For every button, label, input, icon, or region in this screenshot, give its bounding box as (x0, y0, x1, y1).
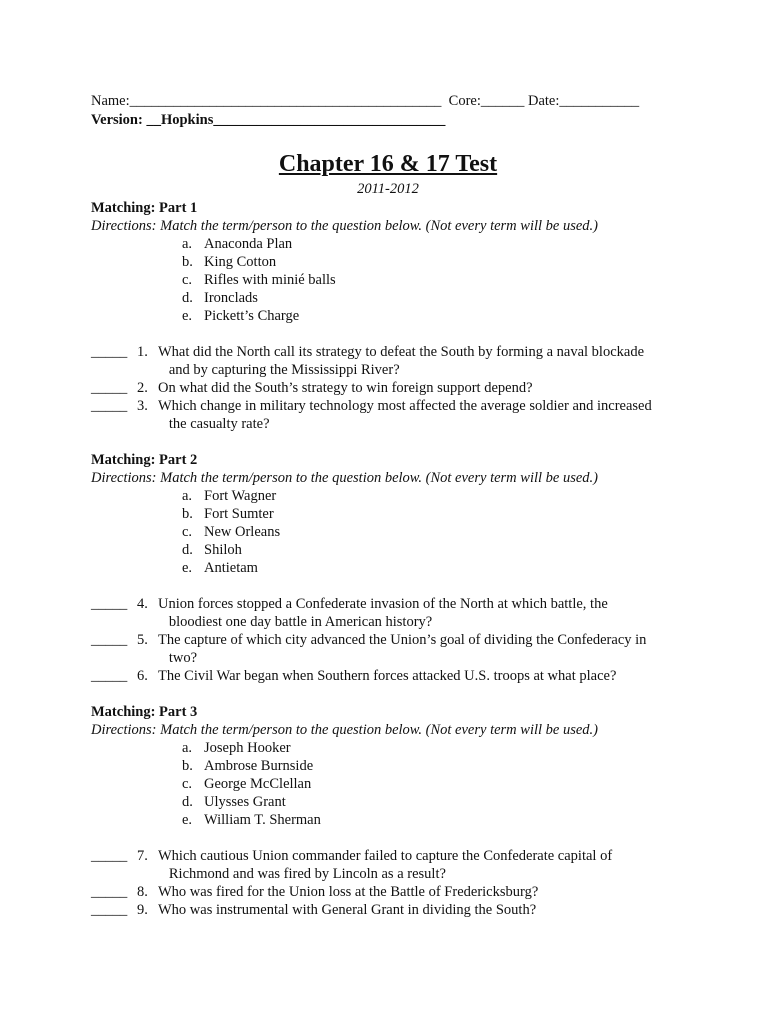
section-title: Matching: Part 1 (91, 200, 198, 216)
choice-text: Fort Wagner (204, 488, 277, 504)
version-line: Version: __Hopkins________________________________ (91, 112, 446, 128)
choice-letter: b. (182, 506, 193, 522)
choice-letter: a. (182, 740, 193, 756)
section-directions: Directions: Match the term/person to the question below. (Not every term will be used.) (91, 722, 598, 738)
answer-blank[interactable]: _____ (91, 398, 128, 414)
question-text: What did the North call its strategy to defeat the South by forming a naval blockade and by capturing the Mississippi River? (158, 344, 645, 378)
choice-item (182, 541, 691, 559)
question-number: 8. (137, 884, 148, 900)
question-number: 2. (137, 380, 148, 396)
choice-text: Antietam (204, 560, 258, 576)
choice-item (182, 757, 691, 775)
question-list (91, 847, 691, 919)
choice-text: Rifles with minié balls (204, 272, 336, 288)
choice-item (182, 739, 691, 757)
page-title: Chapter 16 & 17 Test (278, 151, 498, 177)
choice-text: King Cotton (204, 254, 277, 270)
answer-blank[interactable]: _____ (91, 668, 128, 684)
choice-item (182, 487, 691, 505)
choice-letter: e. (182, 308, 193, 324)
question-text: Who was instrumental with General Grant in dividing the South? (158, 902, 537, 918)
choice-item (182, 775, 691, 793)
choice-text: George McClellan (204, 776, 312, 792)
answer-blank[interactable]: _____ (91, 344, 128, 360)
answer-blank[interactable]: _____ (91, 884, 128, 900)
choice-letter: c. (182, 272, 193, 288)
question-number: 9. (137, 902, 148, 918)
choice-text: Ulysses Grant (204, 794, 286, 810)
question-text: Which cautious Union commander failed to capture the Confederate capital of Richmond and was fired by Lincoln as a result? (158, 848, 613, 882)
matching-section (91, 451, 691, 685)
question-item (91, 595, 691, 631)
choice-item (182, 811, 691, 829)
choice-letter: b. (182, 758, 193, 774)
choice-text: Fort Sumter (204, 506, 274, 522)
choice-item (182, 559, 691, 577)
question-text: Who was fired for the Union loss at the Battle of Fredericksburg? (158, 884, 539, 900)
answer-blank[interactable]: _____ (91, 848, 128, 864)
answer-blank[interactable]: _____ (91, 902, 128, 918)
question-item (91, 901, 691, 919)
choice-letter: e. (182, 812, 193, 828)
choice-list (91, 487, 691, 577)
choice-letter: d. (182, 794, 193, 810)
choice-letter: d. (182, 290, 193, 306)
choice-letter: c. (182, 776, 193, 792)
choice-text: Shiloh (204, 542, 242, 558)
choice-letter: d. (182, 542, 193, 558)
question-text: Union forces stopped a Confederate invasion of the North at which battle, the bloodiest one day battle in American history? (158, 596, 608, 630)
choice-item (182, 793, 691, 811)
question-number: 3. (137, 398, 148, 414)
choice-item (182, 253, 691, 271)
choice-item (182, 307, 691, 325)
school-year: 2011-2012 (357, 181, 419, 197)
choice-letter: c. (182, 524, 193, 540)
choice-item (182, 523, 691, 541)
question-item (91, 631, 691, 667)
choice-text: Anaconda Plan (204, 236, 293, 252)
question-number: 4. (137, 596, 148, 612)
matching-section (91, 199, 691, 433)
choice-letter: a. (182, 236, 193, 252)
question-item (91, 883, 691, 901)
question-number: 1. (137, 344, 148, 360)
choice-item (182, 235, 691, 253)
choice-text: New Orleans (204, 524, 281, 540)
test-page (91, 92, 691, 919)
choice-item (182, 505, 691, 523)
question-item (91, 397, 691, 433)
question-text: Which change in military technology most affected the average soldier and increased the casualty rate? (158, 398, 652, 432)
question-text: On what did the South’s strategy to win foreign support depend? (158, 380, 533, 396)
matching-section (91, 703, 691, 919)
answer-blank[interactable]: _____ (91, 380, 128, 396)
question-text: The Civil War began when Southern forces attacked U.S. troops at what place? (158, 668, 617, 684)
choice-item (182, 289, 691, 307)
section-directions: Directions: Match the term/person to the question below. (Not every term will be used.) (91, 470, 598, 486)
question-item (91, 379, 691, 397)
question-number: 6. (137, 668, 148, 684)
question-text: The capture of which city advanced the Union’s goal of dividing the Confederacy in two? (158, 632, 647, 666)
choice-list (91, 235, 691, 325)
section-title: Matching: Part 3 (91, 704, 198, 720)
question-item (91, 847, 691, 883)
choice-text: Ironclads (204, 290, 258, 306)
answer-blank[interactable]: _____ (91, 632, 128, 648)
section-title: Matching: Part 2 (91, 452, 198, 468)
choice-list (91, 739, 691, 829)
question-number: 7. (137, 848, 148, 864)
choice-item (182, 271, 691, 289)
choice-text: William T. Sherman (204, 812, 321, 828)
choice-text: Pickett’s Charge (204, 308, 300, 324)
answer-blank[interactable]: _____ (91, 596, 128, 612)
choice-letter: a. (182, 488, 193, 504)
name-core-date-line: Name:___________________________________________ Core:______ Date:___________ (91, 93, 640, 109)
question-list (91, 343, 691, 433)
question-item (91, 667, 691, 685)
choice-letter: b. (182, 254, 193, 270)
question-number: 5. (137, 632, 148, 648)
choice-letter: e. (182, 560, 193, 576)
question-list (91, 595, 691, 685)
sections-container (91, 199, 691, 919)
choice-text: Joseph Hooker (204, 740, 291, 756)
choice-text: Ambrose Burnside (204, 758, 314, 774)
section-directions: Directions: Match the term/person to the question below. (Not every term will be used.) (91, 218, 598, 234)
question-item (91, 343, 691, 379)
